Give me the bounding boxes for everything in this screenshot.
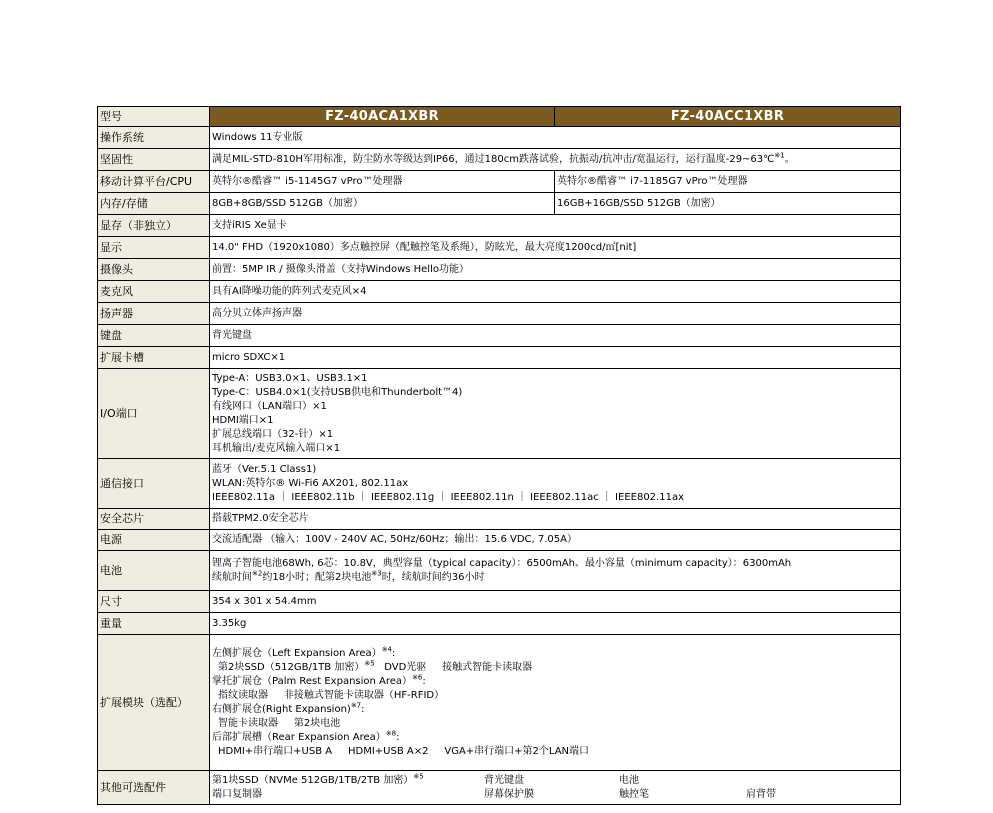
- battery-line-1: 锂离子智能电池68Wh, 6芯：10.8V，典型容量（typical capacity）：6500mAh、最小容量（minimum capacity）：6300mAh: [212, 557, 792, 569]
- table-row: [98, 193, 901, 215]
- table-row: [98, 127, 901, 149]
- options-grid-cell: [210, 771, 901, 805]
- io-list: [210, 369, 901, 459]
- row-label: 尺寸: [98, 591, 210, 613]
- table-row: [98, 149, 901, 171]
- row-value: 具有AI降噪功能的阵列式麦克风×4: [210, 281, 901, 303]
- list-item: 耳机输出/麦克风输入端口×1: [212, 442, 341, 454]
- table-row: [98, 281, 901, 303]
- expansion-text: 后部扩展槽（Rear Expansion Area）: [212, 731, 386, 743]
- row-label: 扬声器: [98, 303, 210, 325]
- cpu-b: 英特尔®酷睿™ i7-1185G7 vPro™处理器: [555, 171, 901, 193]
- expansion-text: :: [396, 731, 400, 743]
- row-label: 安全芯片: [98, 509, 210, 530]
- row-label: 内存/存储: [98, 193, 210, 215]
- expansion-text: DVD光驱 接触式智能卡读取器: [384, 661, 533, 673]
- battery-value: [210, 551, 901, 591]
- expansion-text: :: [392, 647, 396, 659]
- option-item: 端口复制器: [212, 788, 262, 800]
- row-value: 前置：5MP IR / 摄像头滑盖（支持Windows Hello功能）: [210, 259, 901, 281]
- row-value: 354 x 301 x 54.4mm: [210, 591, 901, 613]
- rugged-text: 满足MIL-STD-810H军用标准，防尘防水等级达到IP66，通过180cm跌落试验，抗振动/抗冲击/宽温运行，运行温度-29~63℃: [212, 153, 775, 165]
- option-item: 屏幕保护膜: [484, 788, 534, 800]
- option-item: 电池: [619, 774, 639, 786]
- expansion-text: :: [361, 703, 365, 715]
- list-item: HDMI端口×1: [212, 414, 274, 426]
- row-label: 通信接口: [98, 459, 210, 509]
- rear-expansion-items: HDMI+串行端口+USB A HDMI+USB A×2 VGA+串行端口+第2个LAN端口: [218, 745, 590, 757]
- footnote-mark: ※3: [371, 569, 382, 578]
- spec-table: [97, 106, 901, 805]
- table-row: [98, 613, 901, 635]
- option-item: [212, 774, 484, 788]
- row-label: 其他可选配件: [98, 771, 210, 805]
- list-item: WLAN:英特尔® Wi-Fi6 AX201, 802.11ax: [212, 477, 409, 489]
- expansion-text: 第2块SSD（512GB/1TB 加密）: [218, 661, 365, 673]
- model-a-header: FZ-40ACA1XBR: [210, 107, 555, 127]
- right-expansion-items: 智能卡读取器 第2块电池: [218, 717, 341, 729]
- footnote-mark: ※8: [385, 729, 397, 738]
- table-row: [98, 259, 901, 281]
- battery-text: 续航时间: [212, 571, 252, 583]
- row-label: 电池: [98, 551, 210, 591]
- left-expansion-items: [212, 661, 898, 675]
- row-label: 键盘: [98, 325, 210, 347]
- row-label: 电源: [98, 530, 210, 551]
- footnote-mark: ※1: [774, 151, 785, 160]
- memory-a: 8GB+8GB/SSD 512GB（加密）: [210, 193, 555, 215]
- row-label: 坚固性: [98, 149, 210, 171]
- footnote-mark: ※6: [412, 673, 423, 682]
- battery-text: 约18小时；配第2块电池: [262, 571, 372, 583]
- memory-b: 16GB+16GB/SSD 512GB（加密）: [555, 193, 901, 215]
- row-label: 显存（非独立）: [98, 215, 210, 237]
- option-text: 第1块SSD（NVMe 512GB/1TB/2TB 加密）: [212, 774, 414, 786]
- row-value: 高分贝立体声扬声器: [210, 303, 901, 325]
- footnote-mark: ※5: [413, 772, 424, 781]
- row-label: 麦克风: [98, 281, 210, 303]
- table-row: [98, 551, 901, 591]
- expansion-text: 左侧扩展仓（Left Expansion Area）: [212, 647, 382, 659]
- battery-line-2: [212, 571, 898, 585]
- table-row: [98, 509, 901, 530]
- table-row: [98, 591, 901, 613]
- row-label: 操作系统: [98, 127, 210, 149]
- cpu-a: 英特尔®酷睿™ i5-1145G7 vPro™处理器: [210, 171, 555, 193]
- comm-list: [210, 459, 901, 509]
- option-item: 触控笔: [619, 788, 649, 800]
- footnote-mark: ※5: [364, 659, 375, 668]
- list-item: 有线网口（LAN端口）×1: [212, 400, 327, 412]
- table-row: [98, 635, 901, 771]
- expansion-text: :: [422, 675, 426, 687]
- table-row: [98, 459, 901, 509]
- battery-text: 时，续航时间约36小时: [381, 571, 485, 583]
- row-value: 14.0" FHD（1920x1080）多点触控屏（配触控笔及系绳），防眩光，最大亮度1200cd/㎡[nit]: [210, 237, 901, 259]
- list-item: Type-A：USB3.0×1、USB3.1×1: [212, 372, 368, 384]
- table-row: [98, 369, 901, 459]
- table-row: [98, 530, 901, 551]
- footnote-mark: ※2: [252, 569, 263, 578]
- row-label: 移动计算平台/CPU: [98, 171, 210, 193]
- model-b-header: FZ-40ACC1XBR: [555, 107, 901, 127]
- row-label: 摄像头: [98, 259, 210, 281]
- row-value: 支持iRIS Xe显卡: [210, 215, 901, 237]
- header-row: [98, 107, 901, 127]
- list-item: Type-C：USB4.0×1(支持USB供电和Thunderbolt™4): [212, 386, 463, 398]
- row-value: 交流适配器 （输入：100V - 240V AC, 50Hz/60Hz；输出：15.6 VDC, 7.05A）: [210, 530, 901, 551]
- row-label: 型号: [98, 107, 210, 127]
- list-item: 扩展总线端口（32-针）×1: [212, 428, 334, 440]
- row-value: 背光键盘: [210, 325, 901, 347]
- row-value: [210, 149, 901, 171]
- table-row: [98, 303, 901, 325]
- right-expansion-title: [212, 703, 898, 717]
- list-item: 蓝牙（Ver.5.1 Class1): [212, 463, 317, 475]
- row-value: Windows 11专业版: [210, 127, 901, 149]
- option-item: 背光键盘: [484, 774, 524, 786]
- palm-expansion-title: [212, 675, 898, 689]
- row-label: 扩展模块（选配）: [98, 635, 210, 771]
- options-grid: [212, 774, 898, 802]
- row-value: 3.35kg: [210, 613, 901, 635]
- list-item: IEEE802.11a ｜ IEEE802.11b ｜ IEEE802.11g ｜ IEEE802.11n ｜ IEEE802.11ac ｜ IEEE802.11ax: [212, 491, 684, 503]
- footnote-mark: ※7: [350, 701, 362, 710]
- expansion-text: 右侧扩展仓(Right Expansion): [212, 703, 351, 715]
- option-item: [746, 774, 898, 788]
- footnote-mark: ※4: [381, 645, 393, 654]
- palm-expansion-items: 指纹读取器 非接触式智能卡读取器（HF-RFID）: [218, 689, 445, 701]
- row-value: micro SDXC×1: [210, 347, 901, 369]
- left-expansion-title: [212, 647, 898, 661]
- expansion-text: 掌托扩展仓（Palm Rest Expansion Area）: [212, 675, 413, 687]
- option-item: 肩背带: [746, 788, 776, 800]
- row-value: 搭载TPM2.0安全芯片: [210, 509, 901, 530]
- table-row: [98, 215, 901, 237]
- row-label: 扩展卡槽: [98, 347, 210, 369]
- table-row: [98, 771, 901, 805]
- table-row: [98, 325, 901, 347]
- row-label: I/O端口: [98, 369, 210, 459]
- expansion-list: [210, 635, 901, 771]
- table-row: [98, 171, 901, 193]
- rugged-end: 。: [784, 153, 795, 165]
- row-label: 显示: [98, 237, 210, 259]
- table-row: [98, 347, 901, 369]
- table-row: [98, 237, 901, 259]
- rear-expansion-title: [212, 731, 898, 745]
- row-label: 重量: [98, 613, 210, 635]
